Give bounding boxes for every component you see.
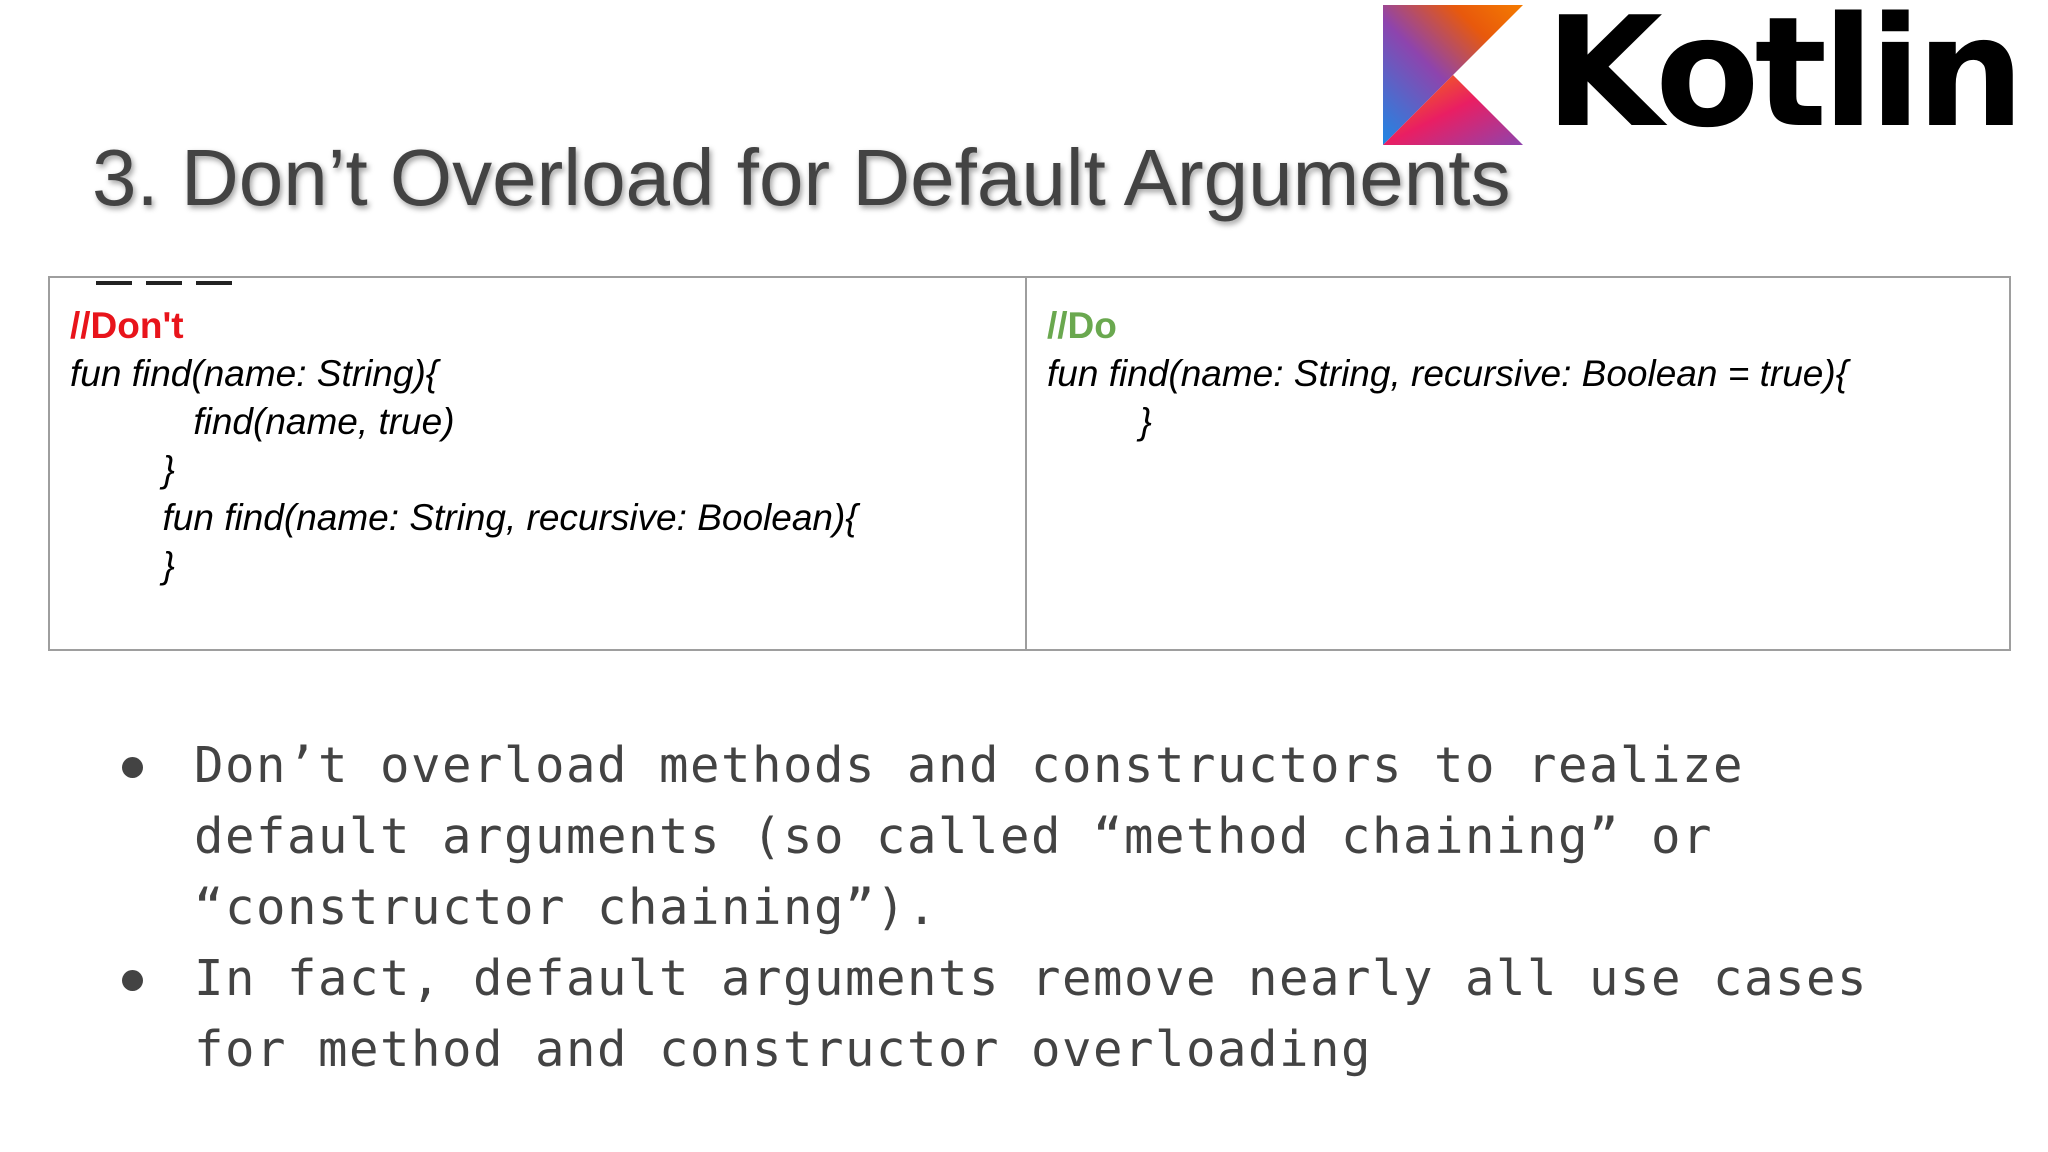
kotlin-logo	[1383, 0, 2020, 161]
bullet-line: “constructor chaining”).	[194, 879, 939, 936]
dash-decoration	[96, 281, 232, 285]
slide-title: 3. Don’t Overload for Default Arguments	[92, 133, 1511, 222]
code-line: }	[1047, 401, 1152, 442]
bullet-item	[110, 943, 1964, 1085]
dont-heading: //Don't	[70, 305, 184, 346]
code-line: fun find(name: String, recursive: Boolean){	[70, 497, 858, 538]
bullet-dot-icon	[122, 970, 143, 991]
do-cell	[1026, 277, 2010, 650]
bullet-item	[110, 730, 1964, 943]
kotlin-wordmark: Kotlin	[1545, 0, 2020, 161]
code-line: }	[70, 545, 175, 586]
bullet-dot-icon	[122, 757, 143, 778]
dont-cell	[49, 277, 1026, 650]
code-line: fun find(name: String, recursive: Boolean = true){	[1047, 353, 1849, 394]
code-line: }	[70, 449, 175, 490]
bullet-line: default arguments (so called “method chaining” or	[194, 808, 1714, 865]
bullet-line: In fact, default arguments remove nearly all use cases	[194, 950, 1869, 1007]
code-line: fun find(name: String){	[70, 353, 439, 394]
bullet-line: for method and constructor overloading	[194, 1021, 1373, 1078]
kotlin-logo-icon	[1383, 5, 1523, 145]
code-comparison-table	[48, 276, 2011, 651]
bullet-list	[110, 730, 1964, 1085]
do-heading: //Do	[1047, 305, 1117, 346]
code-line: find(name, true)	[70, 401, 455, 442]
bullet-line: Don’t overload methods and constructors to realize	[194, 737, 1745, 794]
